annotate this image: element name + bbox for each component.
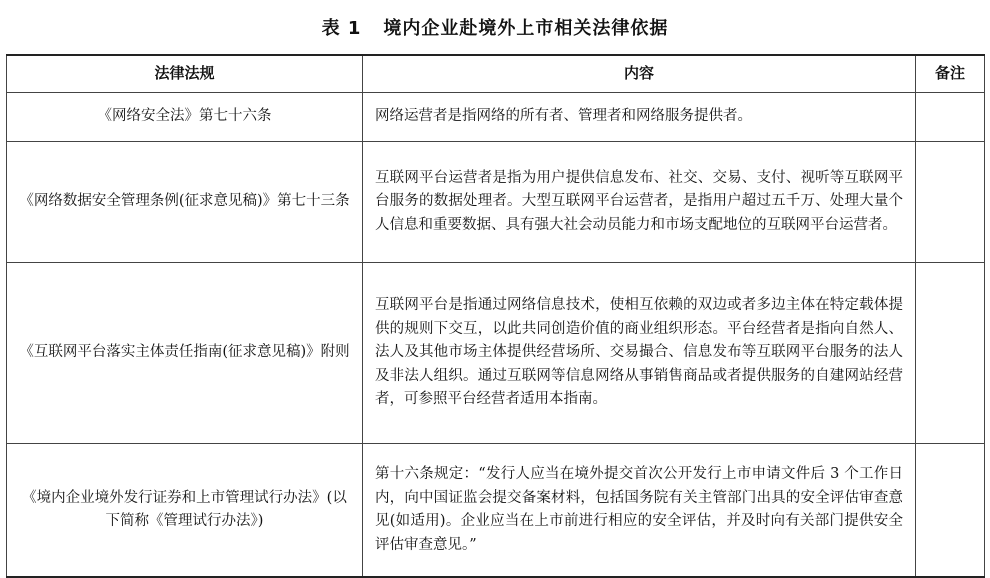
table-title: 境内企业赴境外上市相关法律依据	[383, 18, 669, 39]
note-cell	[916, 444, 985, 578]
law-name-cell: 《境内企业境外发行证券和上市管理试行办法》(以下简称《管理试行办法》)	[7, 444, 363, 578]
note-cell	[916, 142, 985, 263]
table-caption	[0, 14, 990, 40]
law-name-cell: 《互联网平台落实主体责任指南(征求意见稿)》附则	[7, 263, 363, 444]
header-note: 备注	[916, 55, 985, 93]
content-cell: 第十六条规定：“发行人应当在境外提交首次公开发行上市申请文件后 3 个工作日内，向中国证监会提交备案材料，包括国务院有关主管部门出具的安全评估审查意见(如适用)。企业应当在上市前进行相应的安全评估，并及时向有关部门提供安全评估审查意见。”	[363, 444, 916, 578]
content-cell: 网络运营者是指网络的所有者、管理者和网络服务提供者。	[363, 93, 916, 142]
header-law: 法律法规	[7, 55, 363, 93]
header-content: 内容	[363, 55, 916, 93]
content-cell: 互联网平台运营者是指为用户提供信息发布、社交、交易、支付、视听等互联网平台服务的数据处理者。大型互联网平台运营者，是指用户超过五千万、处理大量个人信息和重要数据、具有强大社会动员能力和市场支配地位的互联网平台运营者。	[363, 142, 916, 263]
header-row	[7, 55, 985, 93]
table-row	[7, 142, 985, 263]
table-row	[7, 93, 985, 142]
note-cell	[916, 263, 985, 444]
table-row	[7, 263, 985, 444]
legal-basis-table	[6, 54, 985, 578]
law-name-cell: 《网络安全法》第七十六条	[7, 93, 363, 142]
table-row	[7, 444, 985, 578]
law-name-cell: 《网络数据安全管理条例(征求意见稿)》第七十三条	[7, 142, 363, 263]
note-cell	[916, 93, 985, 142]
table-number: 表 1	[321, 18, 362, 39]
content-cell: 互联网平台是指通过网络信息技术，使相互依赖的双边或者多边主体在特定载体提供的规则下交互，以此共同创造价值的商业组织形态。平台经营者是指向自然人、法人及其他市场主体提供经营场所、交易撮合、信息发布等互联网平台服务的法人及非法人组织。通过互联网等信息网络从事销售商品或者提供服务的自建网站经营者，可参照平台经营者适用本指南。	[363, 263, 916, 444]
